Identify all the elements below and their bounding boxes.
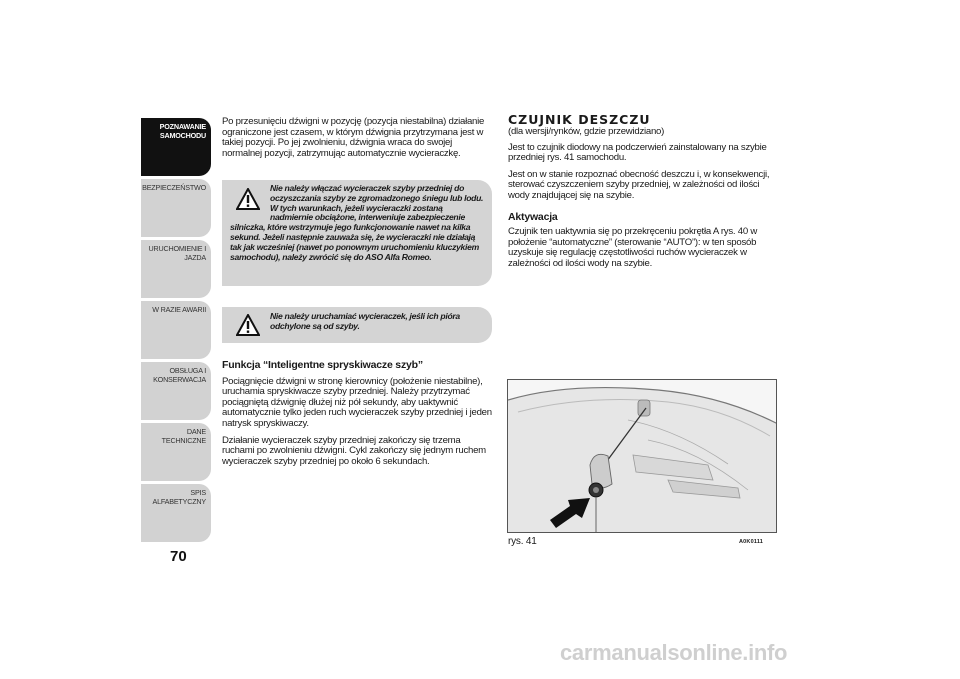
activation-paragraph: Czujnik ten uaktywnia się po przekręceniu pokrętła A rys. 40 w położenie “automatyczne” (sterowanie “AUTO”): w ten sposób uzyskuje się regulację częstotliwości ruchów wycieraczek w zależności od ilości wody na szybie. <box>508 226 757 269</box>
left-function-section <box>222 360 494 473</box>
sidebar-item-poznawanie-samochodu[interactable] <box>141 118 211 176</box>
function-heading: Funkcja “Inteligentne spryskiwacze szyb” <box>222 359 423 371</box>
left-intro <box>222 117 492 165</box>
section-title: CZUJNIK DESZCZU <box>508 112 651 127</box>
function-paragraph-1: Pociągnięcie dźwigni w stronę kierownicy (położenie niestabilne), uruchamia spryskiwacze szyby przedniej. Należy przytrzymać pociągniętą dźwignię dłużej niż pół sekundy, aby uaktywnić automatycznie tylko jeden ruch wycieraczek szyby przedniej i jeden natrysk spryskiwaczy. <box>222 375 492 429</box>
sidebar-item-label: W RAZIE AWARII <box>152 305 206 314</box>
function-paragraph-2: Działanie wycieraczek szyby przedniej zakończy się trzema ruchami po zwolnieniu dźwigni. Cykl zakończy się jednym ruchem wycieraczek szyby przedniej po około 6 sekundach. <box>222 434 486 467</box>
sidebar-item-label: BEZPIECZEŃSTWO <box>142 183 206 192</box>
sidebar-item-label: POZNAWANIE SAMOCHODU <box>159 122 206 140</box>
page-number: 70 <box>170 548 187 565</box>
sidebar-item-w-razie-awarii[interactable] <box>141 301 211 359</box>
sensor-paragraph-1: Jest to czujnik diodowy na podczerwień zainstalowany na szybie przedniej rys. 41 samochodu. <box>508 141 767 164</box>
intro-paragraph: Po przesunięciu dźwigni w pozycję (pozycja niestabilna) działanie ograniczone jest czasem, w którym dźwignia przytrzymana jest w takiej pozycji. Po jej zwolnieniu, dźwignia wraca do swojej normalnej pozycji, zatrzymując automatycznie wycieraczkę. <box>222 116 485 159</box>
sidebar-item-label: OBSŁUGA I KONSERWACJA <box>153 366 206 384</box>
sidebar-item-obsluga-i-konserwacja[interactable] <box>141 362 211 420</box>
sidebar-item-dane-techniczne[interactable] <box>141 423 211 481</box>
warning-box-snow <box>222 180 492 286</box>
warning-snow-label: Nie należy włączać wycieraczek szyby przedniej do oczyszczania szyby ze zgromadzonego śniegu lub lodu. W tych warunkach, jeżeli wycieraczki zostaną nadmiernie obciążone, interweniuje zabezpieczenie silniczka, które wstrzymuje jego funkcjonowanie nawet na kilka sekund. Jeżeli następnie zauważa się, że wycieraczki nie działają tak jak wcześniej (nawet po ponownym uruchomieniu kluczykiem samochodu), należy zwrócić się do ASO Alfa Romeo. <box>230 183 484 262</box>
right-column <box>508 127 780 276</box>
warning-blades-text: Nie należy uruchamiać wycieraczek, jeśli ich pióra odchylone są od szyby. <box>270 311 460 331</box>
figure-caption: rys. 41 <box>508 536 537 547</box>
warning-snow-text <box>230 184 486 262</box>
sidebar-item-label: SPIS ALFABETYCZNY <box>152 488 206 506</box>
figure-code: A0K0111 <box>739 539 764 545</box>
sidebar-item-bezpieczenstwo[interactable] <box>141 179 211 237</box>
footer-watermark: carmanualsonline.info <box>560 640 788 665</box>
figure-rain-sensor <box>507 379 777 533</box>
sidebar-item-spis-alfabetyczny[interactable] <box>141 484 211 542</box>
activation-heading: Aktywacja <box>508 210 558 223</box>
sidebar-item-uruchomienie-i-jazda[interactable] <box>141 240 211 298</box>
rain-sensor-illustration <box>508 380 777 533</box>
section-subtitle: (dla wersji/rynków, gdzie przewidziano) <box>508 126 665 137</box>
sensor-paragraph-2: Jest on w stanie rozpoznać obecność deszczu i, w konsekwencji, sterować czyszczeniem szyby przedniej, w zależności od ilości wody znajdującej się na szybie. <box>508 168 770 201</box>
sidebar-item-label: URUCHOMIENIE I JAZDA <box>148 244 206 262</box>
warning-box-blades <box>222 307 492 343</box>
warning-triangle-icon <box>236 314 260 336</box>
sidebar-item-label: DANE TECHNICZNE <box>161 427 206 445</box>
